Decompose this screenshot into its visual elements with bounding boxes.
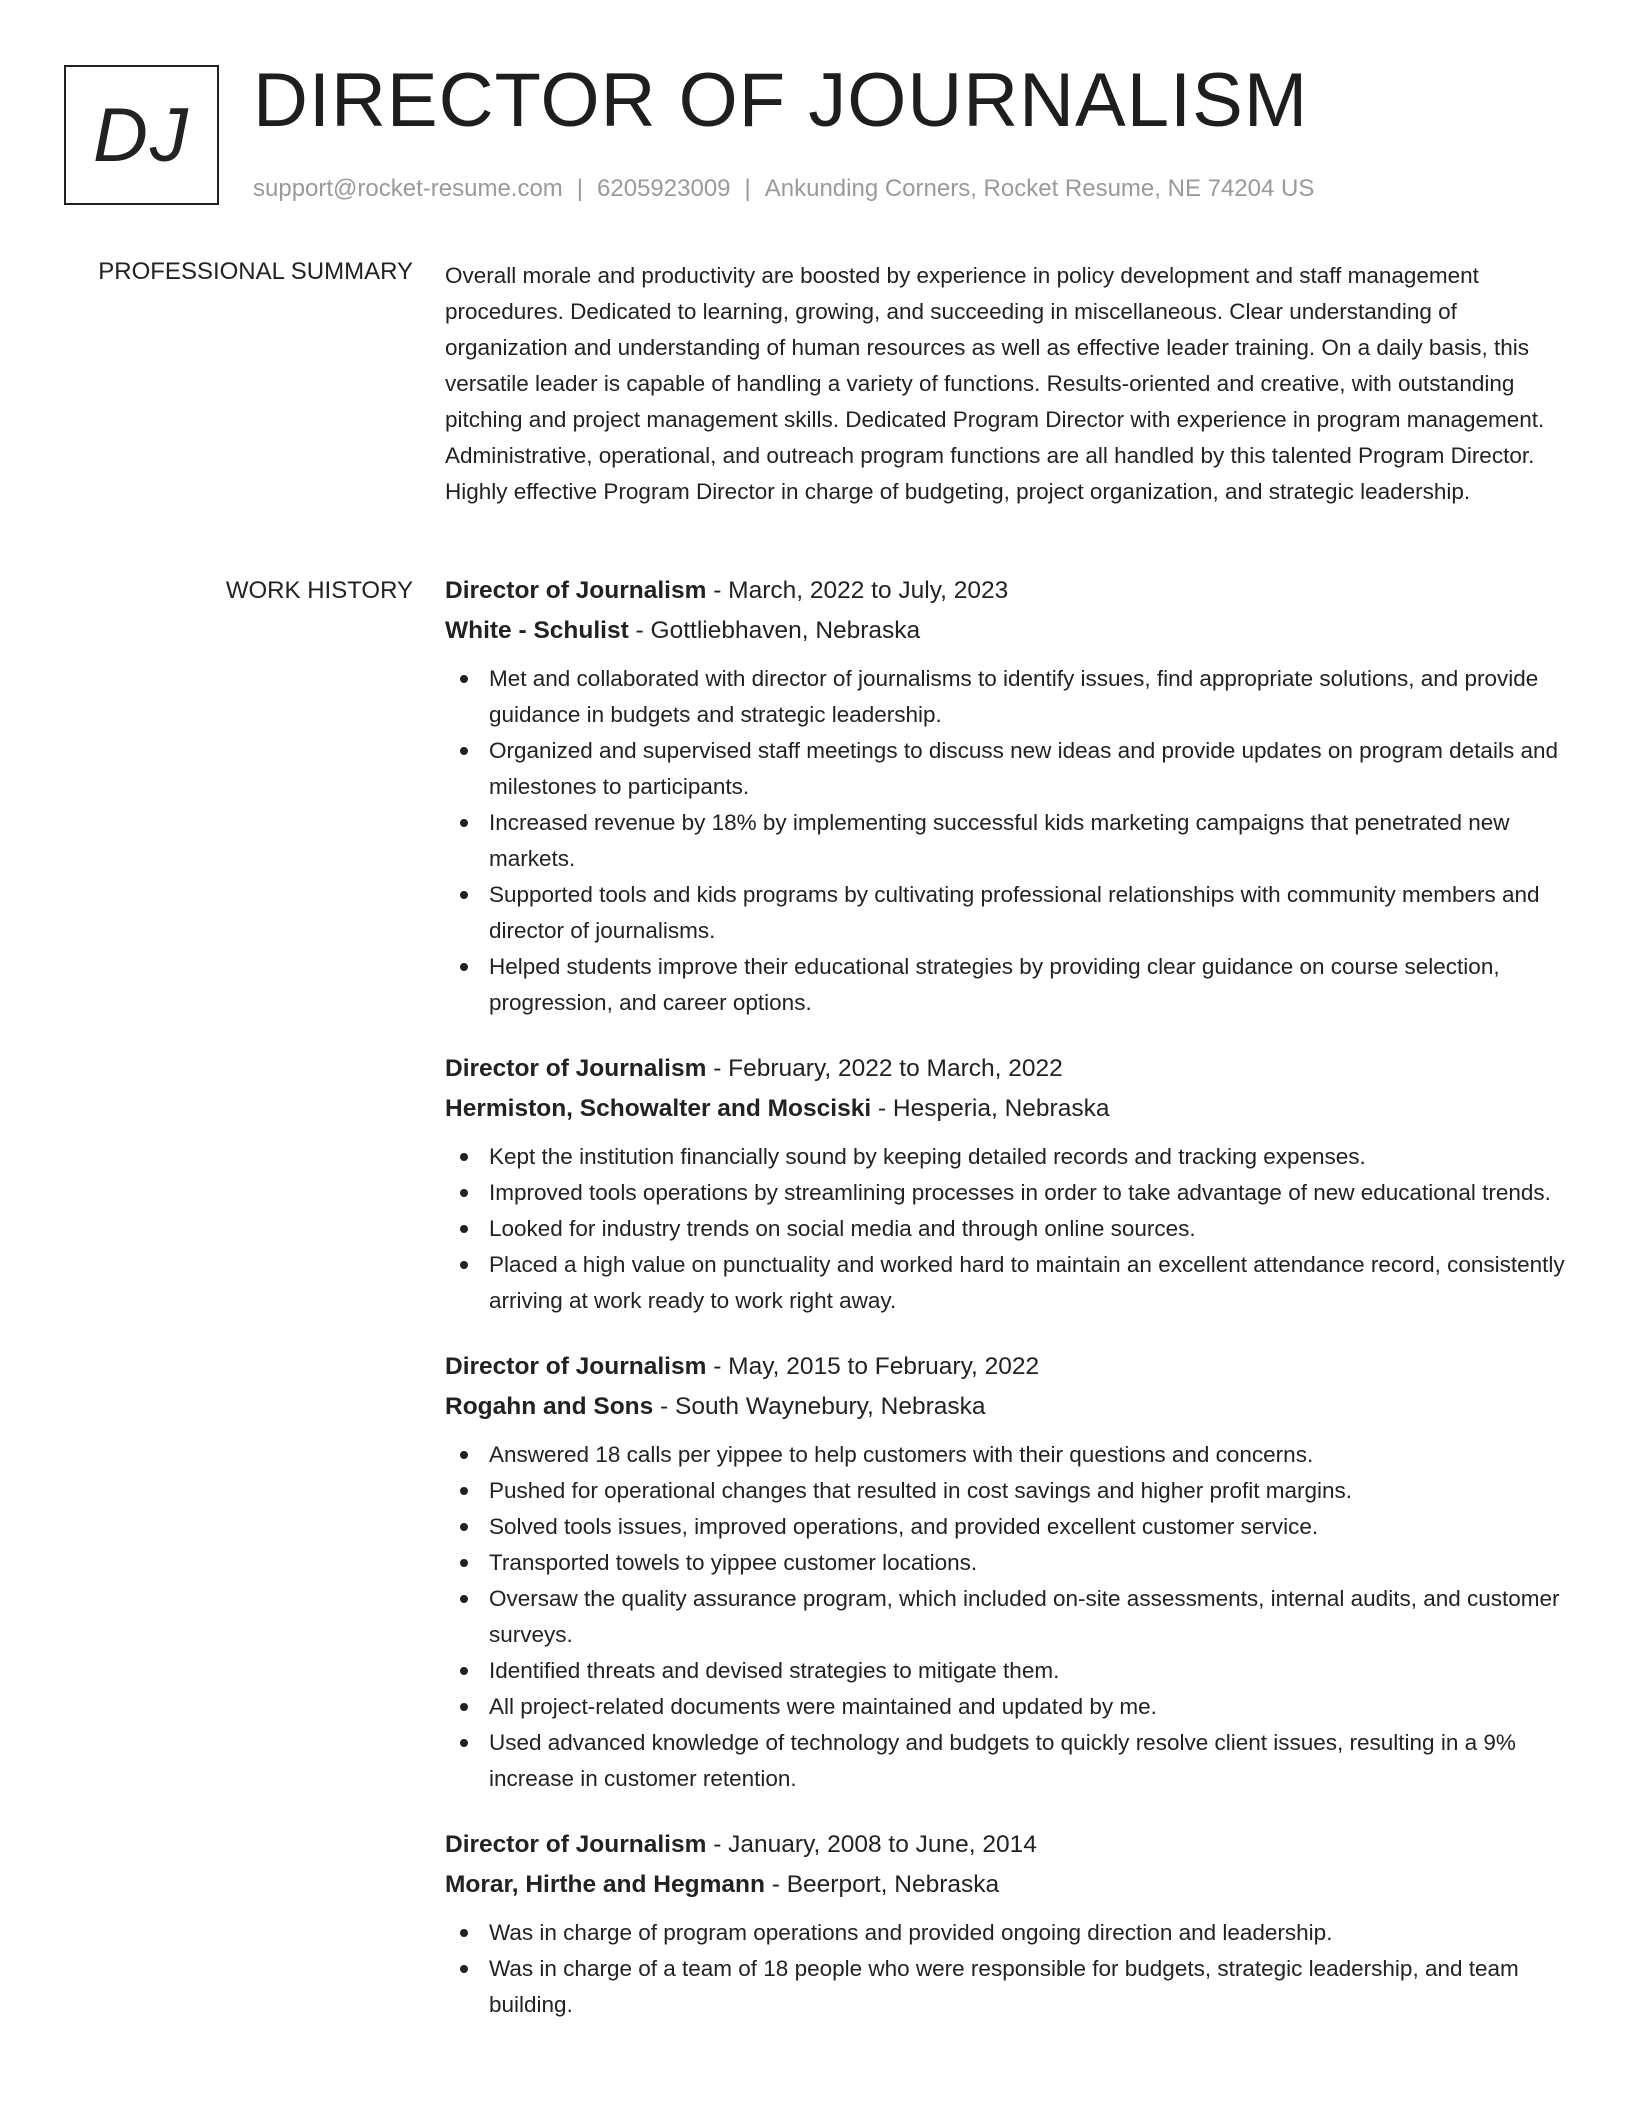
bullet-dot-icon xyxy=(460,1225,468,1233)
job-dates: - March, 2022 to July, 2023 xyxy=(706,577,1009,604)
job-company-line xyxy=(445,611,1565,651)
job-location: - South Waynebury, Nebraska xyxy=(653,1393,986,1420)
job-bullet-text: Pushed for operational changes that resulted in cost savings and higher profit margins. xyxy=(489,1478,1353,1503)
contact-separator: | xyxy=(744,175,751,202)
job-bullet-text: Used advanced knowledge of technology and budgets to quickly resolve client issues, resulting in a 9% increase in customer retention. xyxy=(489,1730,1516,1791)
job-bullet-text: Placed a high value on punctuality and worked hard to maintain an excellent attendance record, consistently arriving at work ready to work right away. xyxy=(489,1252,1565,1313)
job-title: Director of Journalism xyxy=(445,577,707,604)
job-bullet xyxy=(445,1437,1565,1473)
job-entry xyxy=(445,1049,1565,1319)
job-company-line xyxy=(445,1089,1565,1129)
bullet-dot-icon xyxy=(460,747,468,755)
job-bullet-text: Was in charge of program operations and provided ongoing direction and leadership. xyxy=(489,1920,1333,1945)
job-company: White - Schulist xyxy=(445,617,629,644)
job-bullet xyxy=(445,1175,1565,1211)
job-bullet xyxy=(445,1581,1565,1653)
bullet-dot-icon xyxy=(460,1595,468,1603)
job-bullet xyxy=(445,1689,1565,1725)
bullet-dot-icon xyxy=(460,963,468,971)
job-company-line xyxy=(445,1865,1565,1905)
job-bullet xyxy=(445,1725,1565,1797)
bullet-dot-icon xyxy=(460,1667,468,1675)
bullet-dot-icon xyxy=(460,1559,468,1567)
job-location: - Beerport, Nebraska xyxy=(764,1871,1000,1898)
job-company-line xyxy=(445,1387,1565,1427)
job-bullet xyxy=(445,877,1565,949)
job-bullet-text: Answered 18 calls per yippee to help customers with their questions and concerns. xyxy=(489,1442,1314,1467)
job-bullet-text: Kept the institution financially sound by keeping detailed records and tracking expenses. xyxy=(489,1144,1366,1169)
job-bullet xyxy=(445,733,1565,805)
bullet-dot-icon xyxy=(460,1451,468,1459)
job-bullet-list xyxy=(445,661,1565,1021)
job-title-line xyxy=(445,571,1565,611)
job-bullet-text: Identified threats and devised strategies to mitigate them. xyxy=(489,1658,1060,1683)
job-bullet-list xyxy=(445,1915,1565,2023)
job-bullet xyxy=(445,1509,1565,1545)
job-bullet xyxy=(445,1139,1565,1175)
job-bullet xyxy=(445,1915,1565,1951)
job-bullet-text: Solved tools issues, improved operations, and provided excellent customer service. xyxy=(489,1514,1319,1539)
bullet-dot-icon xyxy=(460,1703,468,1711)
job-bullet xyxy=(445,1247,1565,1319)
job-company: Rogahn and Sons xyxy=(445,1393,654,1420)
monogram-box xyxy=(64,65,219,205)
job-dates: - February, 2022 to March, 2022 xyxy=(706,1055,1063,1082)
contact-email[interactable]: support@rocket-resume.com xyxy=(253,175,563,202)
job-location: - Gottliebhaven, Nebraska xyxy=(628,617,921,644)
job-location: - Hesperia, Nebraska xyxy=(871,1095,1110,1122)
bullet-dot-icon xyxy=(460,1487,468,1495)
summary-section-label: PROFESSIONAL SUMMARY xyxy=(98,258,413,285)
bullet-dot-icon xyxy=(460,1153,468,1161)
job-bullet-text: All project-related documents were maintained and updated by me. xyxy=(489,1694,1157,1719)
job-bullet xyxy=(445,1951,1565,2023)
job-company: Hermiston, Schowalter and Mosciski xyxy=(445,1095,872,1122)
job-bullet xyxy=(445,1653,1565,1689)
job-title: Director of Journalism xyxy=(445,1353,707,1380)
job-bullet xyxy=(445,1211,1565,1247)
job-title: Director of Journalism xyxy=(445,1055,707,1082)
summary-text: Overall morale and productivity are boosted by experience in policy development and staff management procedures. Dedicated to learning, growing, and succeeding in miscellaneous. Clear understanding of organization and understanding of human resources as well as effective leader training. On a daily basis, this versatile leader is capable of handling a variety of functions. Results-oriented and creative, with outstanding pitching and project management skills. Dedicated Program Director with experience in program management. Administrative, operational, and outreach program functions are all handled by this talented Program Director. Highly effective Program Director in charge of budgeting, project organization, and strategic leadership. xyxy=(445,263,1545,504)
job-bullet-text: Organized and supervised staff meetings to discuss new ideas and provide updates on program details and milestones to participants. xyxy=(489,738,1558,799)
job-bullet-text: Was in charge of a team of 18 people who were responsible for budgets, strategic leadership, and team building. xyxy=(489,1956,1519,2017)
job-entry xyxy=(445,571,1565,1021)
contact-line xyxy=(253,175,1314,203)
job-bullet-text: Improved tools operations by streamlining processes in order to take advantage of new educational trends. xyxy=(489,1180,1551,1205)
bullet-dot-icon xyxy=(460,675,468,683)
job-bullet-text: Increased revenue by 18% by implementing successful kids marketing campaigns that penetrated new markets. xyxy=(489,810,1510,871)
bullet-dot-icon xyxy=(460,1929,468,1937)
work-history-section-label: WORK HISTORY xyxy=(225,577,413,604)
job-company: Morar, Hirthe and Hegmann xyxy=(445,1871,765,1898)
bullet-dot-icon xyxy=(460,819,468,827)
job-bullet-text: Looked for industry trends on social media and through online sources. xyxy=(489,1216,1196,1241)
bullet-dot-icon xyxy=(460,1739,468,1747)
work-history-list xyxy=(445,571,1565,2051)
job-title: Director of Journalism xyxy=(445,1831,707,1858)
monogram-initials: DJ xyxy=(93,92,190,178)
job-dates: - January, 2008 to June, 2014 xyxy=(706,1831,1037,1858)
bullet-dot-icon xyxy=(460,1189,468,1197)
job-bullet xyxy=(445,661,1565,733)
job-dates: - May, 2015 to February, 2022 xyxy=(706,1353,1040,1380)
resume-title: DIRECTOR OF JOURNALISM xyxy=(253,58,1309,143)
job-entry xyxy=(445,1825,1565,2023)
job-bullet xyxy=(445,1545,1565,1581)
bullet-dot-icon xyxy=(460,1965,468,1973)
bullet-dot-icon xyxy=(460,1523,468,1531)
job-entry xyxy=(445,1347,1565,1797)
job-bullet-text: Supported tools and kids programs by cultivating professional relationships with community members and director of journalisms. xyxy=(489,882,1540,943)
contact-separator: | xyxy=(576,175,584,202)
bullet-dot-icon xyxy=(460,1261,468,1269)
job-bullet xyxy=(445,1473,1565,1509)
job-title-line xyxy=(445,1347,1565,1387)
job-title-line xyxy=(445,1825,1565,1865)
contact-address: Ankunding Corners, Rocket Resume, NE 74204 US xyxy=(764,175,1315,202)
job-bullet xyxy=(445,805,1565,877)
job-bullet-text: Helped students improve their educational strategies by providing clear guidance on course selection, progression, and career options. xyxy=(489,954,1500,1015)
job-title-line xyxy=(445,1049,1565,1089)
job-bullet-text: Met and collaborated with director of journalisms to identify issues, find appropriate solutions, and provide guidance in budgets and strategic leadership. xyxy=(489,666,1539,727)
job-bullet-text: Transported towels to yippee customer locations. xyxy=(489,1550,978,1575)
contact-phone[interactable]: 6205923009 xyxy=(597,175,731,202)
job-bullet-list xyxy=(445,1139,1565,1319)
job-bullet-text: Oversaw the quality assurance program, which included on-site assessments, internal audits, and customer surveys. xyxy=(489,1586,1560,1647)
bullet-dot-icon xyxy=(460,891,468,899)
summary-body xyxy=(445,258,1565,510)
job-bullet xyxy=(445,949,1565,1021)
job-bullet-list xyxy=(445,1437,1565,1797)
